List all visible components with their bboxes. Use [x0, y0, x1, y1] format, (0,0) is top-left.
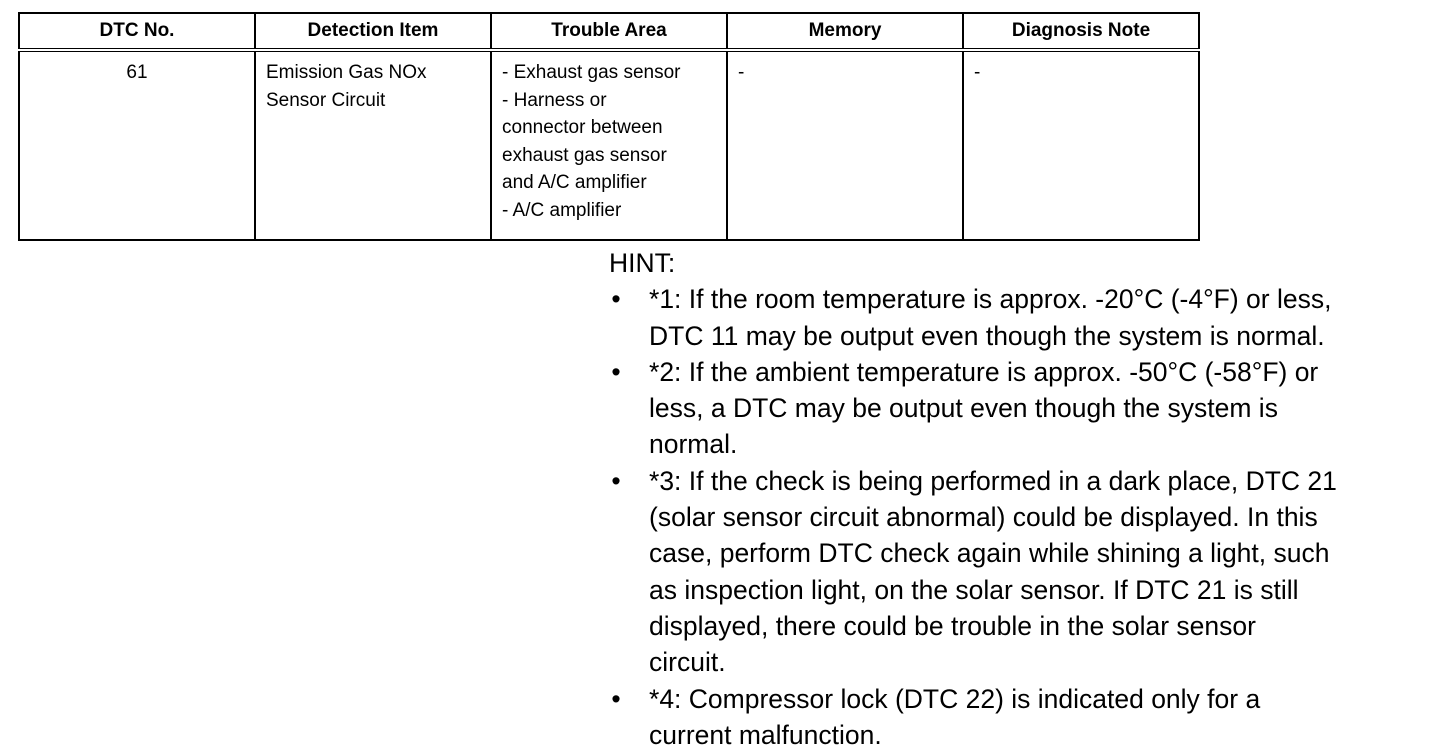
bullet-icon: •	[611, 284, 621, 315]
hint-line: DTC 11 may be output even though the system is normal.	[649, 320, 1325, 351]
trouble-area-line: connector between	[502, 117, 663, 139]
cell-memory: -	[727, 50, 963, 240]
trouble-area-line: - A/C amplifier	[502, 199, 622, 221]
hint-line: current malfunction.	[649, 719, 882, 750]
dtc-table	[18, 12, 1200, 241]
hint-item-4	[609, 681, 1449, 754]
hint-item-2	[609, 354, 1449, 463]
hint-line: *1: If the room temperature is approx. -20°C (-4°F) or less,	[649, 284, 1332, 315]
bullet-icon: •	[611, 465, 621, 496]
cell-diagnosis-note: -	[963, 50, 1199, 240]
hint-section	[609, 245, 1449, 753]
hint-title: HINT:	[609, 248, 676, 278]
hint-line: (solar sensor circuit abnormal) could be displayed. In this	[649, 502, 1318, 533]
hint-line: less, a DTC may be output even though the system is	[649, 393, 1278, 424]
hint-line: *3: If the check is being performed in a dark place, DTC 21	[649, 465, 1337, 496]
hint-line: displayed, there could be trouble in the solar sensor	[649, 610, 1256, 641]
hint-line: *4: Compressor lock (DTC 22) is indicated only for a	[649, 683, 1261, 714]
cell-trouble-area	[491, 50, 727, 240]
header-dtc-no: DTC No.	[19, 13, 255, 50]
cell-detection-item	[255, 50, 491, 240]
hint-line: circuit.	[649, 647, 726, 678]
hint-item-3	[609, 463, 1449, 681]
trouble-area-line: and A/C amplifier	[502, 172, 647, 194]
hint-line: case, perform DTC check again while shining a light, such	[649, 538, 1330, 569]
hint-item-1	[609, 281, 1449, 354]
hint-list	[609, 281, 1449, 753]
detection-item-line: Sensor Circuit	[266, 89, 386, 111]
hint-line: normal.	[649, 429, 738, 460]
hint-line: as inspection light, on the solar sensor. If DTC 21 is still	[649, 574, 1299, 605]
trouble-area-line: - Exhaust gas sensor	[502, 62, 681, 83]
cell-dtc-no: 61	[19, 50, 255, 240]
header-diagnosis-note: Diagnosis Note	[963, 13, 1199, 50]
hint-line: *2: If the ambient temperature is approx. -50°C (-58°F) or	[649, 356, 1319, 387]
table-row	[19, 50, 1199, 240]
header-trouble-area: Trouble Area	[491, 13, 727, 50]
trouble-area-line: - Harness or	[502, 89, 607, 111]
header-detection-item: Detection Item	[255, 13, 491, 50]
bullet-icon: •	[611, 356, 621, 387]
detection-item-line: Emission Gas NOx	[266, 62, 427, 83]
trouble-area-line: exhaust gas sensor	[502, 144, 667, 166]
header-memory: Memory	[727, 13, 963, 50]
table-header-row	[19, 13, 1199, 50]
bullet-icon: •	[611, 683, 621, 714]
